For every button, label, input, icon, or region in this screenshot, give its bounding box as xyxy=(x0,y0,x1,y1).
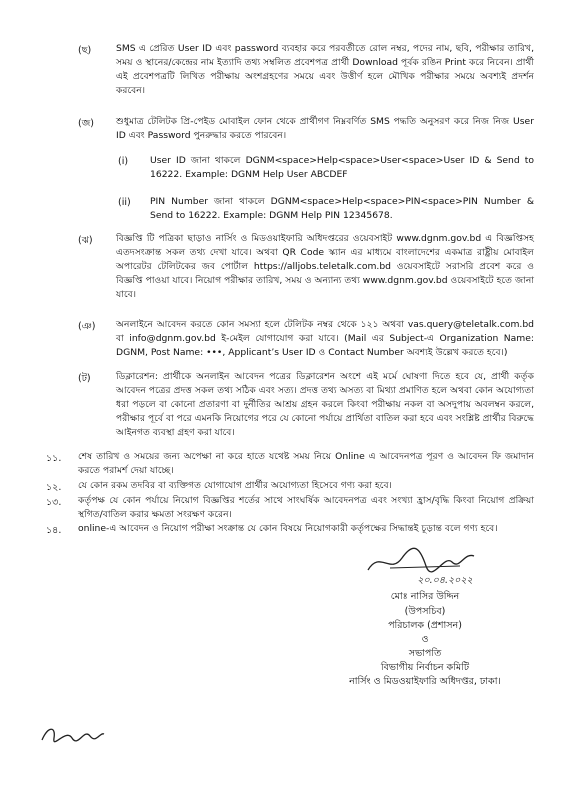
signatory-name: মোঃ নাসির উদ্দিন xyxy=(390,591,460,602)
sub-marker-ii: (ii) xyxy=(118,197,131,208)
item-marker-nya: (ঞ) xyxy=(78,321,96,332)
item-ja-text: শুধুমাত্র টেলিটক প্রি-পেইড মোবাইল ফোন থেকে প্রার্থীগণ নিম্নবর্ণিত SMS পদ্ধতি অনুসরণ করে নিজ নিজ User ID এবং Password পুনরুদ্ধার করতে পারবেন। xyxy=(116,116,534,141)
item-jha-text: বিজ্ঞপ্তি টি পত্রিকা ছাড়াও নার্সিং ও মিডওয়াইফারি অধিদপ্তরের ওয়েবসাইট www.dgnm.gov.bd এ বিজ্ঞপ্তিসহ এতদসংক্রান্ত সকল তথ্য দেখা যাবে। অথবা QR Code স্ক্যান এর মাধ্যমে বাংলাদেশের একমাত্র রাষ্ট্রীয় মোবাইল অপারেটর টেলিটকের জব পোর্টাল https://alljobs.teletalk.com.bd ওয়েবসাইটে সরাসরি প্রবেশ করে ও বিজ্ঞপ্তি পাওয়া যাবে। নিয়োগ পরীক্ষার তারিখ, সময় ও অন্যান্য তথ্য www.dgnm.gov.bd ওয়েবসাইটে হতে জানা যাবে। xyxy=(116,233,534,300)
item-ta-text: ডিক্লারেশন: প্রার্থীকে অনলাইন আবেদন পত্রের ডিক্লারেশন অংশে এই মর্মে ঘোষণা দিতে হবে যে, প্রার্থী কর্তৃক আবেদন পত্রের প্রদত্ত সকল তথ্য সঠিক এবং সত্য। প্রদত্ত তথ্য অসত্য বা মিথ্যা প্রমাণিত হলে অথবা কোন অযোগ্যতা ধরা পড়লে বা কোনো প্রতারণা বা দুর্নীতির আশ্রয় গ্রহন করলে কিংবা পরীক্ষায় নকল বা অসদুপায় অবলম্বন করলে, পরীক্ষার পূর্বে বা পরে এমনকি নিয়োগের পরে যে কোনো পর্যায়ে প্রার্থিতা বাতিল করা হবে এবং সংশ্লিষ্ট প্রার্থীর বিরুদ্ধে আইনগত ব্যবস্থা গ্রহণ করা যাবে। xyxy=(116,371,534,438)
item-nya-text: অনলাইনে আবেদন করতে কোন সমস্যা হলে টেলিটক নম্বর থেকে ১২১ অথবা vas.query@teletalk.com.bd বা info@dgnm.gov.bd ই-মেইল যোগাযোগ করা যাবে। (Mail এর Subject-এ Organization Name: DGNM, Post Name: •••, Applicant’s User ID ও Contact Number অবশ্যই উল্লেখ করতে হবে।) xyxy=(116,319,534,358)
signatory-title-3: সভাপতি xyxy=(408,648,442,659)
point-14-text: online-এ আবেদন ও নিয়োগ পরীক্ষা সংক্রান্ত যে কোন বিষয়ে নিয়োগকারী কর্তৃপক্ষের সিদ্ধান্তই চূড়ান্ত বলে গণ্য হবে। xyxy=(78,523,498,534)
signatory-title-1: (উপসচিব) xyxy=(404,606,446,617)
point-number-14: ১৪. xyxy=(46,525,62,536)
item-marker-chha: (ছ) xyxy=(78,45,92,56)
point-13-text: কর্তৃপক্ষ যে কোন পর্যায়ে নিয়োগ বিজ্ঞপ্তির শর্তের সাথে সাংঘর্ষিক আবেদনপত্র এবং সংখ্যা হ্রাস/বৃদ্ধি কিংবা নিয়োগ প্রক্রিয়া স্থগিত/বাতিল করার ক্ষমতা সংরক্ষণ করেন। xyxy=(78,495,534,520)
signatory-title-4: বিভাগীয় নির্বাচন কমিটি xyxy=(380,662,470,673)
point-number-13: ১৩. xyxy=(46,497,62,508)
initials-scribble xyxy=(38,722,108,748)
sub-item-ii-text: PIN Number জানা থাকলে DGNM<space>Help<space>PIN<space>PIN Number & Send to 16222. Example: DGNM Help PIN 12345678. xyxy=(150,196,534,221)
item-marker-jha: (ঝ) xyxy=(78,235,93,246)
item-marker-ja: (জ) xyxy=(78,118,94,129)
signatory-conj: ও xyxy=(421,634,429,645)
signatory-title-2: পরিচালক (প্রশাসন) xyxy=(388,620,462,631)
point-number-12: ১২. xyxy=(46,482,62,493)
sub-item-i-text: User ID জানা থাকলে DGNM<space>Help<space>User<space>User ID & Send to 16222. Example: DGNM Help User ABCDEF xyxy=(150,155,534,180)
point-number-11: ১১. xyxy=(46,453,62,464)
item-chha-text: SMS এ প্রেরিত User ID এবং password ব্যবহার করে পরবর্তীতে রোল নম্বর, পদের নাম, ছবি, পরীক্ষার তারিখ, সময় ও স্থানের/কেন্দ্রের নাম ইত্যাদি তথ্য সম্বলিত প্রবেশপত্র প্রার্থী Download পূর্বক রঙিন Print করে নিবেন। প্রার্থী এই প্রবেশপত্রটি লিখিত পরীক্ষায় অংশগ্রহণের সময়ে এবং উত্তীর্ণ হলে মৌখিক পরীক্ষার সময়ে অবশ্যই প্রদর্শন করবেন। xyxy=(116,43,534,96)
sub-marker-i: (i) xyxy=(118,156,129,167)
signatory-org: নার্সিং ও মিডওয়াইফারি অধিদপ্তর, ঢাকা। xyxy=(349,676,501,687)
item-marker-ta: (ট) xyxy=(78,373,91,384)
point-12-text: যে কোন রকম তদবির বা ব্যক্তিগত যোগাযোগ প্রার্থীর অযোগ্যতা হিসেবে গণ্য করা হবে। xyxy=(78,480,392,491)
point-11-text: শেষ তারিখ ও সময়ের জন্য অপেক্ষা না করে হাতে যথেষ্ট সময় নিয়ে Online এ আবেদনপত্র পূরণ ও আবেদন ফি জমাদান করতে পরামর্শ দেয়া যাচ্ছে। xyxy=(78,451,534,476)
signature-date: ২০.০৪.২০২২ xyxy=(417,575,473,586)
